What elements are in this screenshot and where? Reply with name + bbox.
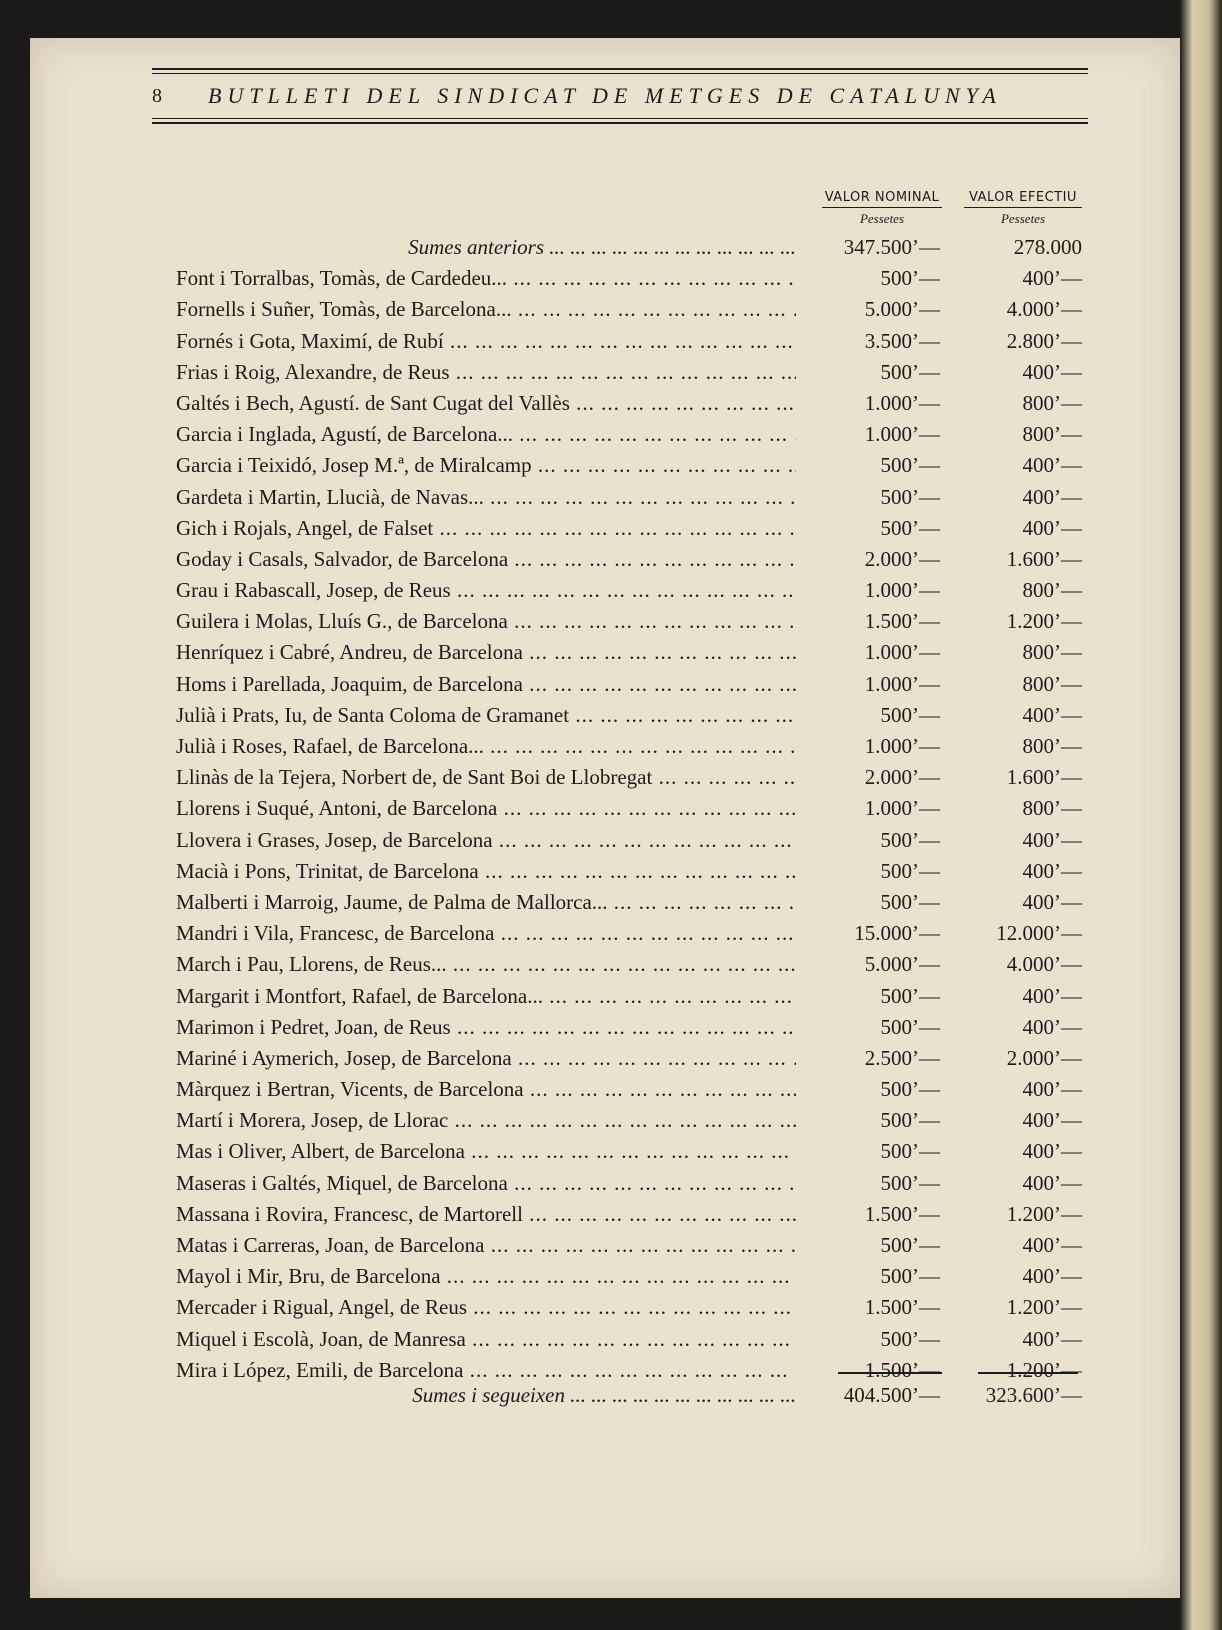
row-nominal: 1.000’— — [864, 390, 940, 415]
row-efectiu: 1.200’— — [1006, 1295, 1082, 1320]
row-nominal: 1.000’— — [864, 796, 940, 821]
row-nominal: 500’— — [880, 484, 940, 509]
table-row — [152, 544, 1082, 575]
table-row — [152, 575, 1082, 606]
row-name: Martí i Morera, Josep, de Llorac ... . — [176, 1105, 796, 1136]
row-efectiu: 1.600’— — [1006, 546, 1082, 571]
row-efectiu: 400’— — [1022, 266, 1082, 291]
table-row — [152, 669, 1082, 700]
row-name: Homs i Parellada, Joaquim, de Barcelona ... . — [176, 669, 796, 700]
row-efectiu: 800’— — [1022, 422, 1082, 447]
row-name: Margarit i Montfort, Rafael, de Barcelona... ... . — [176, 981, 796, 1012]
row-nominal: 500’— — [880, 1139, 940, 1164]
row-name: Frias i Roig, Alexandre, de Reus ... . — [176, 357, 796, 388]
table-row — [152, 918, 1082, 949]
row-name: Maseras i Galtés, Miquel, de Barcelona ... . — [176, 1168, 796, 1199]
row-nominal: 1.000’— — [864, 640, 940, 665]
row-name: Grau i Rabascall, Josep, de Reus ... . — [176, 575, 796, 606]
row-name: Màrquez i Bertran, Vicents, de Barcelona ... . — [176, 1074, 796, 1105]
table-row — [152, 793, 1082, 824]
row-nominal: 500’— — [880, 1108, 940, 1133]
row-nominal: 500’— — [880, 1264, 940, 1289]
row-name: Mandri i Vila, Francesc, de Barcelona ... . — [176, 918, 796, 949]
row-efectiu: 800’— — [1022, 734, 1082, 758]
row-nominal: 500’— — [880, 515, 940, 540]
row-nominal: 2.000’— — [864, 765, 940, 790]
table-row — [152, 513, 1082, 544]
row-efectiu: 400’— — [1022, 1014, 1082, 1039]
row-name: Matas i Carreras, Joan, de Barcelona ... . — [176, 1230, 796, 1261]
row-name: Macià i Pons, Trinitat, de Barcelona ... . — [176, 856, 796, 887]
row-name: Llovera i Grases, Josep, de Barcelona ... . — [176, 825, 796, 856]
closing-sum-efectiu: 323.600’— — [985, 1383, 1082, 1407]
closing-sum-nominal: 404.500’— — [843, 1383, 940, 1407]
row-nominal: 500’— — [880, 1326, 940, 1351]
row-nominal: 500’— — [880, 266, 940, 291]
table-row — [152, 1292, 1082, 1323]
row-efectiu: 800’— — [1022, 640, 1082, 665]
closing-sum-row — [152, 1380, 1082, 1411]
table-row — [152, 1261, 1082, 1292]
row-nominal: 2.500’— — [864, 1045, 940, 1070]
row-nominal: 500’— — [880, 702, 940, 727]
column-header-nominal — [822, 190, 942, 227]
row-name: Guilera i Molas, Lluís G., de Barcelona ... . — [176, 606, 796, 637]
table-row — [152, 856, 1082, 887]
table-row — [152, 326, 1082, 357]
row-efectiu: 400’— — [1022, 359, 1082, 384]
row-efectiu: 400’— — [1022, 827, 1082, 852]
journal-title: BUTLLETI DEL SINDICAT DE METGES DE CATALUNYA — [208, 83, 1002, 108]
table-row — [152, 700, 1082, 731]
row-nominal: 500’— — [880, 1233, 940, 1257]
row-nominal: 500’— — [880, 889, 940, 914]
row-nominal: 500’— — [880, 1170, 940, 1195]
column-header-efectiu — [964, 190, 1082, 227]
row-nominal: 2.000’— — [864, 546, 940, 571]
table-row — [152, 1074, 1082, 1105]
row-efectiu: 400’— — [1022, 1326, 1082, 1351]
row-name: Mayol i Mir, Bru, de Barcelona ... . — [176, 1261, 796, 1292]
row-name: Fornés i Gota, Maximí, de Rubí ... . — [176, 326, 796, 357]
row-name: Font i Torralbas, Tomàs, de Cardedeu... ... . — [176, 263, 796, 294]
header-rule-top-thin — [152, 73, 1088, 74]
row-efectiu: 400’— — [1022, 1233, 1082, 1257]
row-efectiu: 4.000’— — [1006, 297, 1082, 322]
row-efectiu: 4.000’— — [1006, 952, 1082, 977]
row-efectiu: 2.800’— — [1006, 328, 1082, 353]
row-nominal: 1.500’— — [864, 1295, 940, 1320]
table-row — [152, 1136, 1082, 1167]
row-efectiu: 1.600’— — [1006, 765, 1082, 790]
row-nominal: 1.500’— — [864, 1357, 940, 1382]
opening-sum-efectiu: 278.000 — [1013, 235, 1082, 259]
row-efectiu: 400’— — [1022, 889, 1082, 914]
column-label-nominal: VALOR NOMINAL — [822, 190, 942, 208]
row-name: Mariné i Aymerich, Josep, de Barcelona ... . — [176, 1043, 796, 1074]
table-row — [152, 450, 1082, 481]
row-name: March i Pau, Llorens, de Reus... ... . — [176, 949, 796, 980]
row-name: Julià i Roses, Rafael, de Barcelona... ... . — [176, 731, 796, 762]
row-efectiu: 400’— — [1022, 1139, 1082, 1164]
table-row — [152, 1105, 1082, 1136]
row-name: Fornells i Suñer, Tomàs, de Barcelona... ... . — [176, 294, 796, 325]
row-efectiu: 400’— — [1022, 702, 1082, 727]
row-nominal: 1.000’— — [864, 578, 940, 603]
book-spine-edge — [1180, 0, 1222, 1630]
table-body — [152, 232, 1082, 1386]
table-row — [152, 1230, 1082, 1261]
row-efectiu: 400’— — [1022, 453, 1082, 478]
row-efectiu: 800’— — [1022, 796, 1082, 821]
row-nominal: 1.000’— — [864, 734, 940, 758]
table-row — [152, 762, 1082, 793]
header-line — [152, 78, 1088, 114]
row-efectiu: 12.000’— — [996, 921, 1082, 946]
table-row — [152, 482, 1082, 513]
column-unit-efectiu: Pessetes — [1000, 211, 1046, 226]
row-name: Llorens i Suqué, Antoni, de Barcelona ... . — [176, 793, 796, 824]
table-row — [152, 887, 1082, 918]
row-name: Llinàs de la Tejera, Norbert de, de Sant Boi de Llobregat ... . — [176, 762, 796, 793]
closing-sum-label: Sumes i segueixen ... ... ... ... ... ... ... ... ... ... ... — [412, 1383, 796, 1407]
row-efectiu: 400’— — [1022, 1170, 1082, 1195]
row-name: Marimon i Pedret, Joan, de Reus ... . — [176, 1012, 796, 1043]
table-row — [152, 357, 1082, 388]
table-row — [152, 263, 1082, 294]
row-name: Galtés i Bech, Agustí. de Sant Cugat del Vallès ... . — [176, 388, 796, 419]
table-row — [152, 981, 1082, 1012]
opening-sum-label: Sumes anteriors ... ... ... ... ... ... ... ... ... ... ... ... — [408, 235, 796, 259]
row-name: Garcia i Teixidó, Josep M.ª, de Miralcamp ... . — [176, 450, 796, 481]
table-row — [152, 1168, 1082, 1199]
page-number: 8 — [152, 85, 162, 107]
member-rows — [152, 263, 1082, 1386]
row-nominal: 500’— — [880, 1077, 940, 1102]
row-nominal: 1.000’— — [864, 671, 940, 696]
row-efectiu: 1.200’— — [1006, 609, 1082, 634]
row-nominal: 1.500’— — [864, 1201, 940, 1226]
row-efectiu: 800’— — [1022, 671, 1082, 696]
row-efectiu: 1.200’— — [1006, 1201, 1082, 1226]
row-name: Miquel i Escolà, Joan, de Manresa ... . — [176, 1324, 796, 1355]
table-row — [152, 1324, 1082, 1355]
row-nominal: 1.000’— — [864, 422, 940, 447]
row-efectiu: 1.200’— — [1006, 1357, 1082, 1382]
row-efectiu: 400’— — [1022, 1264, 1082, 1289]
table-row — [152, 731, 1082, 762]
row-efectiu: 400’— — [1022, 1077, 1082, 1102]
total-rule-nominal — [838, 1372, 942, 1374]
table-row — [152, 388, 1082, 419]
table-row — [152, 1012, 1082, 1043]
opening-sum-row — [152, 232, 1082, 263]
row-efectiu: 400’— — [1022, 983, 1082, 1008]
column-unit-nominal: Pessetes — [859, 211, 905, 226]
row-efectiu: 400’— — [1022, 484, 1082, 509]
table-row — [152, 606, 1082, 637]
row-nominal: 3.500’— — [864, 328, 940, 353]
row-name: Mercader i Rigual, Angel, de Reus ... . — [176, 1292, 796, 1323]
row-name: Mira i López, Emili, de Barcelona ... . — [176, 1355, 796, 1386]
row-name: Goday i Casals, Salvador, de Barcelona ... . — [176, 544, 796, 575]
row-efectiu: 800’— — [1022, 390, 1082, 415]
row-nominal: 500’— — [880, 359, 940, 384]
row-nominal: 500’— — [880, 453, 940, 478]
row-efectiu: 400’— — [1022, 515, 1082, 540]
row-name: Garcia i Inglada, Agustí, de Barcelona... ... . — [176, 419, 796, 450]
row-nominal: 500’— — [880, 1014, 940, 1039]
table-row — [152, 294, 1082, 325]
opening-sum-nominal: 347.500’— — [843, 235, 940, 259]
row-name: Henríquez i Cabré, Andreu, de Barcelona ... . — [176, 637, 796, 668]
header-rule-bottom-thin — [152, 118, 1088, 119]
row-efectiu: 2.000’— — [1006, 1045, 1082, 1070]
row-efectiu: 800’— — [1022, 578, 1082, 603]
header-rule-bottom — [152, 122, 1088, 124]
row-name: Massana i Rovira, Francesc, de Martorell ... . — [176, 1199, 796, 1230]
row-nominal: 5.000’— — [864, 297, 940, 322]
header-rule-top — [152, 68, 1088, 70]
row-nominal: 5.000’— — [864, 952, 940, 977]
column-label-efectiu: VALOR EFECTIU — [964, 190, 1082, 208]
row-nominal: 500’— — [880, 827, 940, 852]
total-rule-efectiu — [978, 1372, 1078, 1374]
table-row — [152, 949, 1082, 980]
row-name: Gardeta i Martin, Llucià, de Navas... ... . — [176, 482, 796, 513]
row-efectiu: 400’— — [1022, 1108, 1082, 1133]
table-row — [152, 1043, 1082, 1074]
row-name: Gich i Rojals, Angel, de Falset ... . — [176, 513, 796, 544]
row-nominal: 1.500’— — [864, 609, 940, 634]
table-row — [152, 419, 1082, 450]
table-row — [152, 825, 1082, 856]
row-nominal: 500’— — [880, 983, 940, 1008]
row-name: Malberti i Marroig, Jaume, de Palma de Mallorca... ... . — [176, 887, 796, 918]
row-nominal: 15.000’— — [854, 921, 940, 946]
running-header — [152, 68, 1088, 124]
row-nominal: 500’— — [880, 858, 940, 883]
row-name: Julià i Prats, Iu, de Santa Coloma de Gramanet ... . — [176, 700, 796, 731]
table-row — [152, 637, 1082, 668]
table-row — [152, 1199, 1082, 1230]
row-name: Mas i Oliver, Albert, de Barcelona ... . — [176, 1136, 796, 1167]
row-efectiu: 400’— — [1022, 858, 1082, 883]
